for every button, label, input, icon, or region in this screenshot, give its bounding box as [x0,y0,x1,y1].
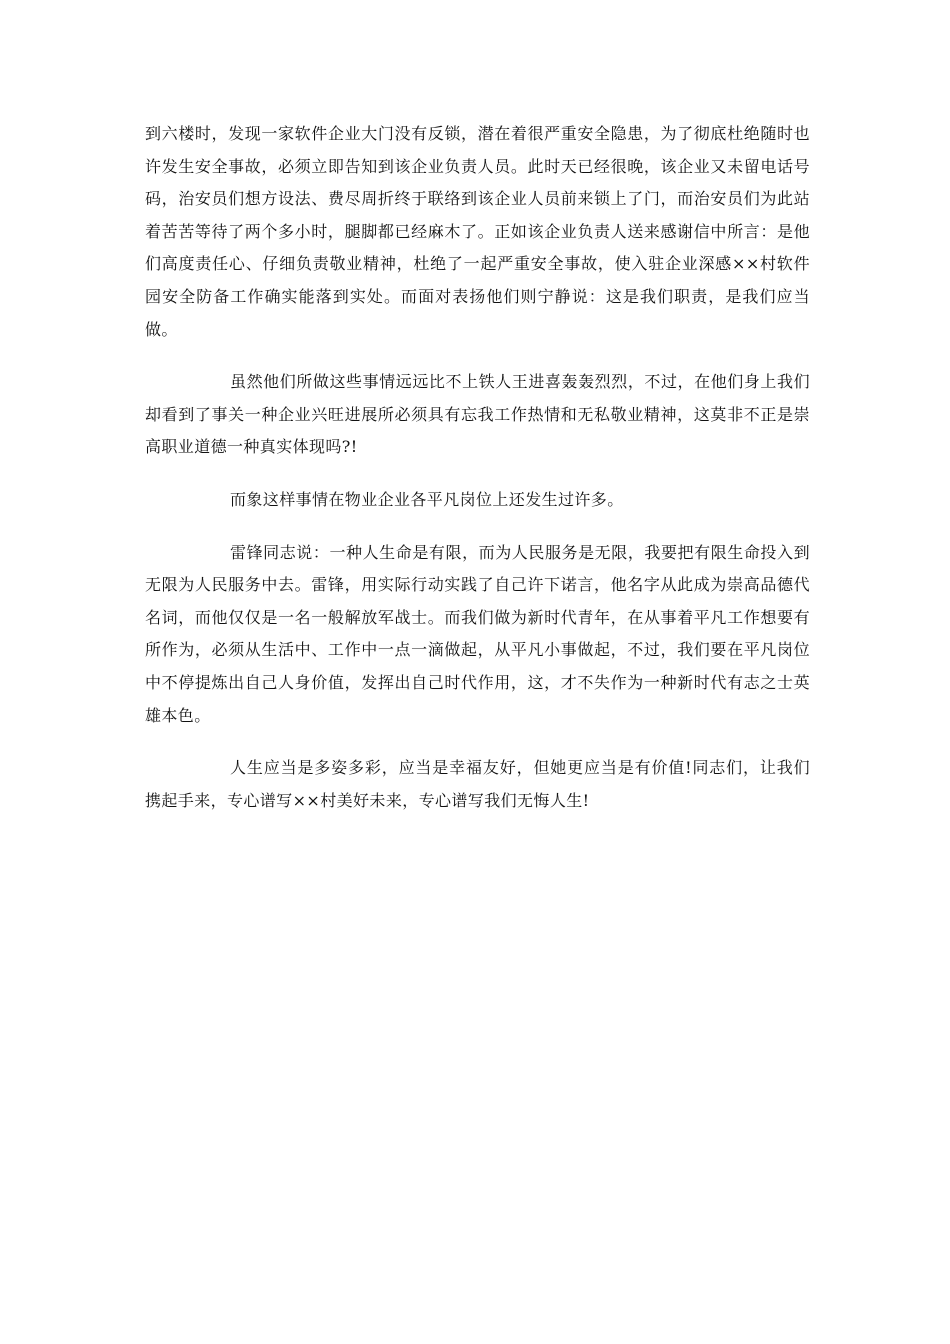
document-body [145,118,810,837]
paragraph-1: 到六楼时，发现一家软件企业大门没有反锁，潜在着很严重安全隐患，为了彻底杜绝随时也许发生安全事故，必须立即告知到该企业负责人员。此时天已经很晚，该企业又未留电话号码，治安员们想方设法、费尽周折终于联络到该企业人员前来锁上了门，而治安员们为此站着苦苦等待了两个多小时，腿脚都已经麻木了。正如该企业负责人送来感谢信中所言：是他们高度责任心、仔细负责敬业精神，杜绝了一起严重安全事故，使入驻企业深感××村软件园安全防备工作确实能落到实处。而面对表扬他们则宁静说：这是我们职责，是我们应当做。 [145,124,810,339]
paragraph-5: 人生应当是多姿多彩，应当是幸福友好，但她更应当是有价值!同志们，让我们携起手来，专心谱写××村美好未来，专心谱写我们无悔人生! [145,758,810,810]
paragraph-3: 而象这样事情在物业企业各平凡岗位上还发生过许多。 [230,489,624,509]
paragraph-2: 虽然他们所做这些事情远远比不上铁人王进喜轰轰烈烈，不过，在他们身上我们却看到了事关一种企业兴旺进展所必须具有忘我工作热情和无私敬业精神，这莫非不正是崇高职业道德一种真实体现吗?! [145,372,810,457]
paragraph-4: 雷锋同志说：一种人生命是有限，而为人民服务是无限，我要把有限生命投入到无限为人民服务中去。雷锋，用实际行动实践了自己许下诺言，他名字从此成为崇高品德代名词，而他仅仅是一名一般解放军战士。而我们做为新时代青年，在从事着平凡工作想要有所作为，必须从生活中、工作中一点一滴做起，从平凡小事做起，不过，我们要在平凡岗位中不停提炼出自己人身价值，发挥出自己时代作用，这，才不失作为一种新时代有志之士英雄本色。 [145,542,810,725]
